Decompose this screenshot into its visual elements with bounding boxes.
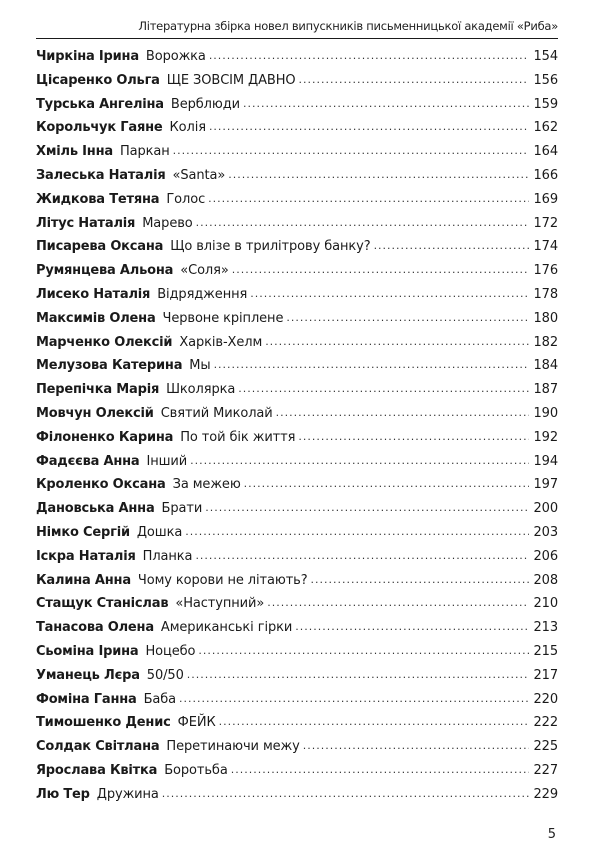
toc-title: Мы <box>189 358 211 374</box>
toc-page-number: 156 <box>533 72 558 88</box>
toc-author: Корольчук Гаяне <box>36 120 163 136</box>
toc-entry[interactable] <box>36 592 558 616</box>
toc-dot-leader <box>214 353 530 377</box>
toc-entry[interactable] <box>36 188 558 212</box>
toc-entry[interactable] <box>36 569 558 593</box>
toc-title: Боротьба <box>164 762 228 778</box>
toc-page-number: 206 <box>533 548 558 564</box>
page-number: 5 <box>547 827 556 842</box>
toc-entry[interactable] <box>36 235 558 259</box>
toc-page-number: 225 <box>533 739 558 755</box>
toc-page-number: 172 <box>533 215 558 231</box>
toc-page-number: 227 <box>533 762 558 778</box>
toc-author: Сьоміна Ірина <box>36 643 139 659</box>
toc-author: Мовчун Олексій <box>36 405 154 421</box>
toc-page-number: 190 <box>533 405 558 421</box>
toc-page-number: 176 <box>533 263 558 279</box>
toc-dot-leader <box>374 234 530 258</box>
toc-author: Літус Наталія <box>36 215 136 231</box>
toc-entry[interactable] <box>36 378 558 402</box>
toc-dot-leader <box>250 282 529 306</box>
toc-page-number: 229 <box>533 786 558 802</box>
toc-title: Марево <box>142 215 193 231</box>
toc-title: Святий Миколай <box>160 405 273 421</box>
toc-title: Що влізе в трилітрову банку? <box>170 239 371 255</box>
toc-entry[interactable] <box>36 497 558 521</box>
toc-entry[interactable] <box>36 759 558 783</box>
toc-entry[interactable] <box>36 212 558 236</box>
toc-entry[interactable] <box>36 116 558 140</box>
toc-title: Американські гірки <box>160 620 293 636</box>
toc-dot-leader <box>219 710 530 734</box>
toc-page-number: 154 <box>533 49 558 64</box>
toc-page-number: 174 <box>533 239 558 255</box>
toc-author: Танасова Олена <box>36 620 154 636</box>
toc-author: Фоміна Ганна <box>36 691 137 707</box>
toc-author: Жидкова Тетяна <box>36 191 160 207</box>
toc-title: ЩЕ ЗОВСІМ ДАВНО <box>166 72 296 88</box>
toc-author: Іскра Наталія <box>36 548 136 564</box>
toc-page-number: 178 <box>533 286 558 302</box>
toc-author: Перепічка Марія <box>36 382 160 398</box>
toc-author: Чиркіна Ірина <box>36 49 139 64</box>
toc-entry[interactable] <box>36 735 558 759</box>
toc-page-number: 182 <box>533 334 558 350</box>
toc-page-number: 180 <box>533 310 558 326</box>
toc-entry[interactable] <box>36 45 558 69</box>
toc-dot-leader <box>231 758 530 782</box>
toc-title: «Наступний» <box>175 596 265 612</box>
toc-dot-leader <box>185 520 529 544</box>
toc-author: Фадєєва Анна <box>36 453 140 469</box>
toc-entry[interactable] <box>36 664 558 688</box>
toc-page-number: 184 <box>533 358 558 374</box>
toc-author: Хміль Інна <box>36 144 113 160</box>
toc-title: Баба <box>143 691 177 707</box>
toc-dot-leader <box>267 591 529 615</box>
toc-title: «Соля» <box>180 263 229 279</box>
toc-entry[interactable] <box>36 259 558 283</box>
toc-title: «Santa» <box>172 167 226 183</box>
toc-entry[interactable] <box>36 640 558 664</box>
toc-dot-leader <box>232 258 530 282</box>
toc-title: Харків-Хелм <box>179 334 263 350</box>
toc-entry[interactable] <box>36 164 558 188</box>
toc-page-number: 203 <box>533 524 558 540</box>
toc-author: Дановська Анна <box>36 501 155 517</box>
toc-dot-leader <box>179 687 529 711</box>
toc-title: Перетинаючи межу <box>166 739 300 755</box>
toc-dot-leader <box>244 472 530 496</box>
toc-dot-leader <box>205 496 529 520</box>
toc-title: ФЕЙК <box>177 715 216 731</box>
toc-entry[interactable] <box>36 545 558 569</box>
toc-entry[interactable] <box>36 473 558 497</box>
toc-author: Писарева Оксана <box>36 239 164 255</box>
toc-author: Філоненко Карина <box>36 429 174 445</box>
toc-title: Паркан <box>119 144 170 160</box>
toc-entry[interactable] <box>36 69 558 93</box>
toc-entry[interactable] <box>36 354 558 378</box>
table-of-contents <box>36 45 558 807</box>
toc-title: Дошка <box>136 524 183 540</box>
toc-title: Червоне кріплене <box>162 310 284 326</box>
toc-title: Планка <box>142 548 193 564</box>
toc-title: Верблюди <box>170 96 240 112</box>
toc-page-number: 194 <box>533 453 558 469</box>
toc-author: Калина Анна <box>36 572 131 588</box>
toc-author: Марченко Олексій <box>36 334 173 350</box>
toc-page-number: 210 <box>533 596 558 612</box>
toc-author: Залеська Наталія <box>36 167 166 183</box>
toc-page-number: 220 <box>533 691 558 707</box>
toc-entry[interactable] <box>36 402 558 426</box>
toc-entry[interactable] <box>36 711 558 735</box>
toc-author: Турська Ангеліна <box>36 96 164 112</box>
toc-dot-leader <box>311 568 530 592</box>
toc-author: Лисеко Наталія <box>36 286 151 302</box>
toc-dot-leader <box>286 306 529 330</box>
toc-dot-leader <box>162 782 530 806</box>
toc-page-number: 166 <box>533 167 558 183</box>
toc-dot-leader <box>265 330 529 354</box>
toc-author: Кроленко Оксана <box>36 477 166 493</box>
toc-dot-leader <box>243 92 530 116</box>
toc-page-number: 208 <box>533 572 558 588</box>
toc-entry[interactable] <box>36 307 558 331</box>
toc-dot-leader <box>209 44 530 68</box>
toc-title: 50/50 <box>146 667 184 683</box>
toc-page-number: 187 <box>533 382 558 398</box>
toc-author: Ярослава Квітка <box>36 762 158 778</box>
toc-page-number: 213 <box>533 620 558 636</box>
toc-title: За межею <box>172 477 241 493</box>
toc-dot-leader <box>303 734 530 758</box>
toc-page-number: 169 <box>533 191 558 207</box>
toc-title: Відрядження <box>157 286 248 302</box>
toc-author: Мелузова Катерина <box>36 358 183 374</box>
toc-dot-leader <box>195 544 529 568</box>
toc-title: Чому корови не літають? <box>137 572 308 588</box>
toc-author: Уманець Лєра <box>36 667 140 683</box>
toc-dot-leader <box>209 115 530 139</box>
toc-dot-leader <box>198 639 529 663</box>
toc-title: Дружина <box>96 786 159 802</box>
toc-page-number: 159 <box>533 96 558 112</box>
toc-page-number: 197 <box>533 477 558 493</box>
toc-author: Тимошенко Денис <box>36 715 171 731</box>
toc-author: Румянцева Альона <box>36 263 174 279</box>
toc-entry[interactable] <box>36 450 558 474</box>
toc-title: По той бік життя <box>180 429 296 445</box>
toc-title: Колія <box>169 120 206 136</box>
toc-title: Ноцебо <box>145 643 196 659</box>
toc-dot-leader <box>276 401 530 425</box>
toc-author: Цісаренко Ольга <box>36 72 160 88</box>
toc-author: Солдак Світлана <box>36 739 160 755</box>
toc-page-number: 222 <box>533 715 558 731</box>
toc-entry[interactable] <box>36 140 558 164</box>
toc-page-number: 200 <box>533 501 558 517</box>
toc-author: Лю Тер <box>36 786 90 802</box>
toc-dot-leader <box>295 615 529 639</box>
running-header: Літературна збірка новел випускників письменницької академії «Риба» <box>36 18 558 39</box>
toc-entry[interactable] <box>36 783 558 807</box>
toc-dot-leader <box>190 449 529 473</box>
toc-entry[interactable] <box>36 521 558 545</box>
toc-dot-leader <box>173 139 530 163</box>
toc-page-number: 215 <box>533 643 558 659</box>
toc-author: Стащук Станіслав <box>36 596 169 612</box>
toc-entry[interactable] <box>36 426 558 450</box>
toc-dot-leader <box>196 211 530 235</box>
toc-dot-leader <box>299 68 530 92</box>
toc-title: Школярка <box>166 382 236 398</box>
toc-title: Інший <box>146 453 188 469</box>
toc-dot-leader <box>208 187 529 211</box>
toc-title: Брати <box>161 501 203 517</box>
toc-dot-leader <box>298 425 529 449</box>
toc-entry[interactable] <box>36 93 558 117</box>
toc-dot-leader <box>228 163 529 187</box>
toc-page-number: 162 <box>533 120 558 136</box>
toc-author: Німко Сергій <box>36 524 130 540</box>
toc-entry[interactable] <box>36 283 558 307</box>
toc-dot-leader <box>238 377 529 401</box>
toc-title: Голос <box>166 191 206 207</box>
toc-author: Максимів Олена <box>36 310 156 326</box>
toc-entry[interactable] <box>36 688 558 712</box>
toc-title: Ворожка <box>145 49 206 64</box>
toc-page-number: 217 <box>533 667 558 683</box>
toc-entry[interactable] <box>36 331 558 355</box>
toc-dot-leader <box>187 663 530 687</box>
toc-page-number: 164 <box>533 144 558 160</box>
toc-entry[interactable] <box>36 616 558 640</box>
toc-page-number: 192 <box>533 429 558 445</box>
